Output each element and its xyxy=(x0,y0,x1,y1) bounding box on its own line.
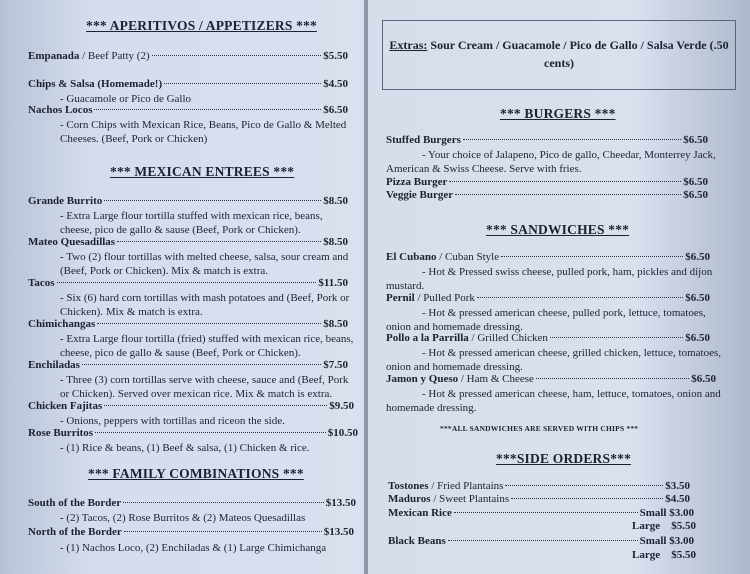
menu-item-chimichangas xyxy=(28,318,348,330)
menu-item-south-of-the-border xyxy=(28,497,356,509)
item-subtitle: / Ham & Cheese xyxy=(458,373,534,385)
entrees-heading: *** MEXICAN ENTREES *** xyxy=(110,164,295,179)
item-name: El Cubano xyxy=(386,251,437,263)
size-price: $5.50 xyxy=(671,549,696,561)
size-label: Large xyxy=(632,520,661,532)
item-price: $6.50 xyxy=(685,292,710,304)
item-subtitle: / Pulled Pork xyxy=(414,292,475,304)
leader-dots xyxy=(82,364,321,365)
item-name: Tostones xyxy=(388,480,429,492)
item-name: Jamon y Queso xyxy=(386,373,459,385)
item-price: $6.50 xyxy=(685,332,710,344)
item-price: Small $3.00 xyxy=(639,535,694,547)
item-name: Veggie Burger xyxy=(386,189,454,201)
menu-item-maduros xyxy=(388,493,690,505)
item-description: - Two (2) flour tortillas with melted cheese, salsa, sour cream and (Beef, Pork or Chicken). Mix & match is extra. xyxy=(60,251,349,277)
item-price: Small $3.00 xyxy=(639,507,694,519)
item-subtitle: / Fried Plantains xyxy=(428,480,504,492)
menu-item-nachos-locos xyxy=(28,104,348,116)
item-price: $10.50 xyxy=(327,427,358,439)
item-price: $3.50 xyxy=(665,480,690,492)
leader-dots xyxy=(449,181,681,182)
menu-item-stuffed-burgers xyxy=(386,134,708,146)
item-price: $5.50 xyxy=(323,50,348,62)
appetizers-heading: *** APERITIVOS / APPETIZERS *** xyxy=(86,18,317,33)
item-name: South of the Border xyxy=(28,497,122,509)
item-name: Maduros xyxy=(388,493,431,505)
menu-item-pollo-a-la-parrilla xyxy=(386,332,710,344)
item-description: - Three (3) corn tortillas serve with cheese, sauce and (Beef, Pork or Chicken). Served over mexican rice. Mix & match is extra. xyxy=(60,374,349,400)
item-price: $6.50 xyxy=(691,373,716,385)
item-name: Pollo a la Parrilla xyxy=(386,332,469,344)
menu-item-mateo-quesadillas xyxy=(28,236,348,248)
item-description: - Extra Large flour tortilla (fried) stuffed with mexican rice, beans, cheese, pico de gallo & sause (Beef, Pork or Chicken). xyxy=(60,333,354,359)
leader-dots xyxy=(104,405,327,406)
item-price: $6.50 xyxy=(683,189,708,201)
menu-item-pizza-burger xyxy=(386,176,708,188)
item-name: North of the Border xyxy=(28,526,122,538)
leader-dots xyxy=(511,498,663,499)
item-price: $9.50 xyxy=(329,400,354,412)
item-description: - Hot & pressed american cheese, ham, lettuce, tomatoes, onion and homemade dressing. xyxy=(386,388,721,414)
menu-item-empanada xyxy=(28,50,348,62)
item-price: $6.50 xyxy=(323,104,348,116)
menu-item-enchiladas xyxy=(28,359,348,371)
leader-dots xyxy=(455,194,681,195)
leader-dots xyxy=(104,200,321,201)
item-name: Nachos Locos xyxy=(28,104,93,116)
menu-left-page xyxy=(0,0,366,574)
sandwiches-note: ***ALL SANDWICHES ARE SERVED WITH CHIPS *** xyxy=(440,424,639,433)
leader-dots xyxy=(448,540,638,541)
item-description: - Hot & pressed american cheese, grilled chicken, lettuce, tomatoes, onion and homemade dressing. xyxy=(386,347,722,373)
item-price: $4.50 xyxy=(323,78,348,90)
item-description: - Onions, peppers with tortillas and riceon the side. xyxy=(60,415,285,427)
item-name: Pizza Burger xyxy=(386,176,448,188)
item-price: $6.50 xyxy=(683,134,708,146)
leader-dots xyxy=(164,83,321,84)
leader-dots xyxy=(501,256,683,257)
item-description: - Six (6) hard corn tortillas with mash potatoes and (Beef, Pork or Chicken). Mix & match is extra. xyxy=(60,292,350,318)
menu-item-veggie-burger xyxy=(386,189,708,201)
burgers-heading: *** BURGERS *** xyxy=(500,106,616,121)
leader-dots xyxy=(505,485,663,486)
extras-text: Sour Cream / Guacamole / Pico de Gallo / Salsa Verde (.50 cents) xyxy=(427,38,729,70)
item-name: Enchiladas xyxy=(28,359,80,371)
menu-item-chicken-fajitas xyxy=(28,400,354,412)
menu-item-black-beans xyxy=(388,535,694,547)
item-description: - Your choice of Jalapeno, Pico de gallo, Cheedar, Monterrey Jack, American & Swiss Cheese. Serve with fries. xyxy=(386,149,716,175)
sandwiches-heading: *** SANDWICHES *** xyxy=(486,222,630,237)
item-description: - Hot & Pressed swiss cheese, pulled pork, ham, pickles and dijon mustard. xyxy=(386,266,713,292)
leader-dots xyxy=(477,297,683,298)
item-price: $6.50 xyxy=(685,251,710,263)
item-name: Mateo Quesadillas xyxy=(28,236,116,248)
item-subtitle: / Cuban Style xyxy=(436,251,500,263)
item-name: Stuffed Burgers xyxy=(386,134,461,146)
leader-dots xyxy=(550,337,683,338)
menu-item-el-cubano xyxy=(386,251,710,263)
menu-item-north-of-the-border xyxy=(28,526,354,538)
item-name: Chimichangas xyxy=(28,318,96,330)
leader-dots xyxy=(454,512,638,513)
item-name: Rose Burritos xyxy=(28,427,94,439)
item-subtitle: / Beef Patty (2) xyxy=(79,50,150,62)
extras-box xyxy=(382,20,736,90)
leader-dots xyxy=(152,55,322,56)
menu-item-jamon-y-queso xyxy=(386,373,716,385)
leader-dots xyxy=(57,282,317,283)
item-price: $13.50 xyxy=(323,526,354,538)
leader-dots xyxy=(123,502,324,503)
item-description: - Guacamole or Pico de Gallo xyxy=(60,93,192,105)
leader-dots xyxy=(95,432,326,433)
item-name: Empanada xyxy=(28,50,80,62)
item-description: - (2) Tacos, (2) Rose Burritos & (2) Mateos Quesadillas xyxy=(60,512,306,524)
item-price: $6.50 xyxy=(683,176,708,188)
leader-dots xyxy=(97,323,321,324)
menu-item-grande-burrito xyxy=(28,195,348,207)
menu-item-chips-salsa xyxy=(28,78,348,90)
menu-item-mexican-rice xyxy=(388,507,694,519)
item-description: - (1) Nachos Loco, (2) Enchiladas & (1) Large Chimichanga xyxy=(60,542,327,554)
item-price: $8.50 xyxy=(323,318,348,330)
menu-right-page xyxy=(368,0,750,574)
item-name: Chicken Fajitas xyxy=(28,400,103,412)
size-price: $5.50 xyxy=(671,520,696,532)
item-price: $7.50 xyxy=(323,359,348,371)
mexican-rice-large xyxy=(632,520,696,532)
menu-item-tacos xyxy=(28,277,348,289)
item-subtitle: / Grilled Chicken xyxy=(468,332,548,344)
item-description: - Extra Large flour tortilla stuffed with mexican rice, beans, cheese, pico de gallo & sause (Beef, Pork or Chicken). xyxy=(60,210,323,236)
item-subtitle: / Sweet Plantains xyxy=(430,493,510,505)
menu-item-pernil xyxy=(386,292,710,304)
leader-dots xyxy=(124,531,322,532)
leader-dots xyxy=(463,139,681,140)
item-price: $13.50 xyxy=(325,497,356,509)
item-name: Mexican Rice xyxy=(388,507,452,519)
leader-dots xyxy=(94,109,321,110)
item-description: - Corn Chips with Mexican Rice, Beans, Pico de Gallo & Melted Cheeses. (Beef, Pork or Chicken) xyxy=(60,119,347,145)
extras-label: Extras: xyxy=(389,38,428,52)
item-name: Pernil xyxy=(386,292,415,304)
item-description: - Hot & pressed american cheese, pulled pork, lettuce, tomatoes, onion and homemade dressing. xyxy=(386,307,706,333)
item-name: Tacos xyxy=(28,277,55,289)
leader-dots xyxy=(117,241,321,242)
item-price: $11.50 xyxy=(318,277,348,289)
item-description: - (1) Rice & beans, (1) Beef & salsa, (1) Chicken & rice. xyxy=(60,442,310,454)
menu-item-rose-burritos xyxy=(28,427,358,439)
black-beans-large xyxy=(632,549,696,561)
item-name: Black Beans xyxy=(388,535,446,547)
item-name: Grande Burrito xyxy=(28,195,103,207)
family-combinations-heading: *** FAMILY COMBINATIONS *** xyxy=(88,466,304,481)
item-price: $8.50 xyxy=(323,195,348,207)
leader-dots xyxy=(536,378,689,379)
side-orders-heading: ***SIDE ORDERS*** xyxy=(496,451,632,466)
item-name: Chips & Salsa (Homemade!) xyxy=(28,78,163,90)
size-label: Large xyxy=(632,549,661,561)
item-price: $4.50 xyxy=(665,493,690,505)
item-price: $8.50 xyxy=(323,236,348,248)
menu-item-tostones xyxy=(388,480,690,492)
